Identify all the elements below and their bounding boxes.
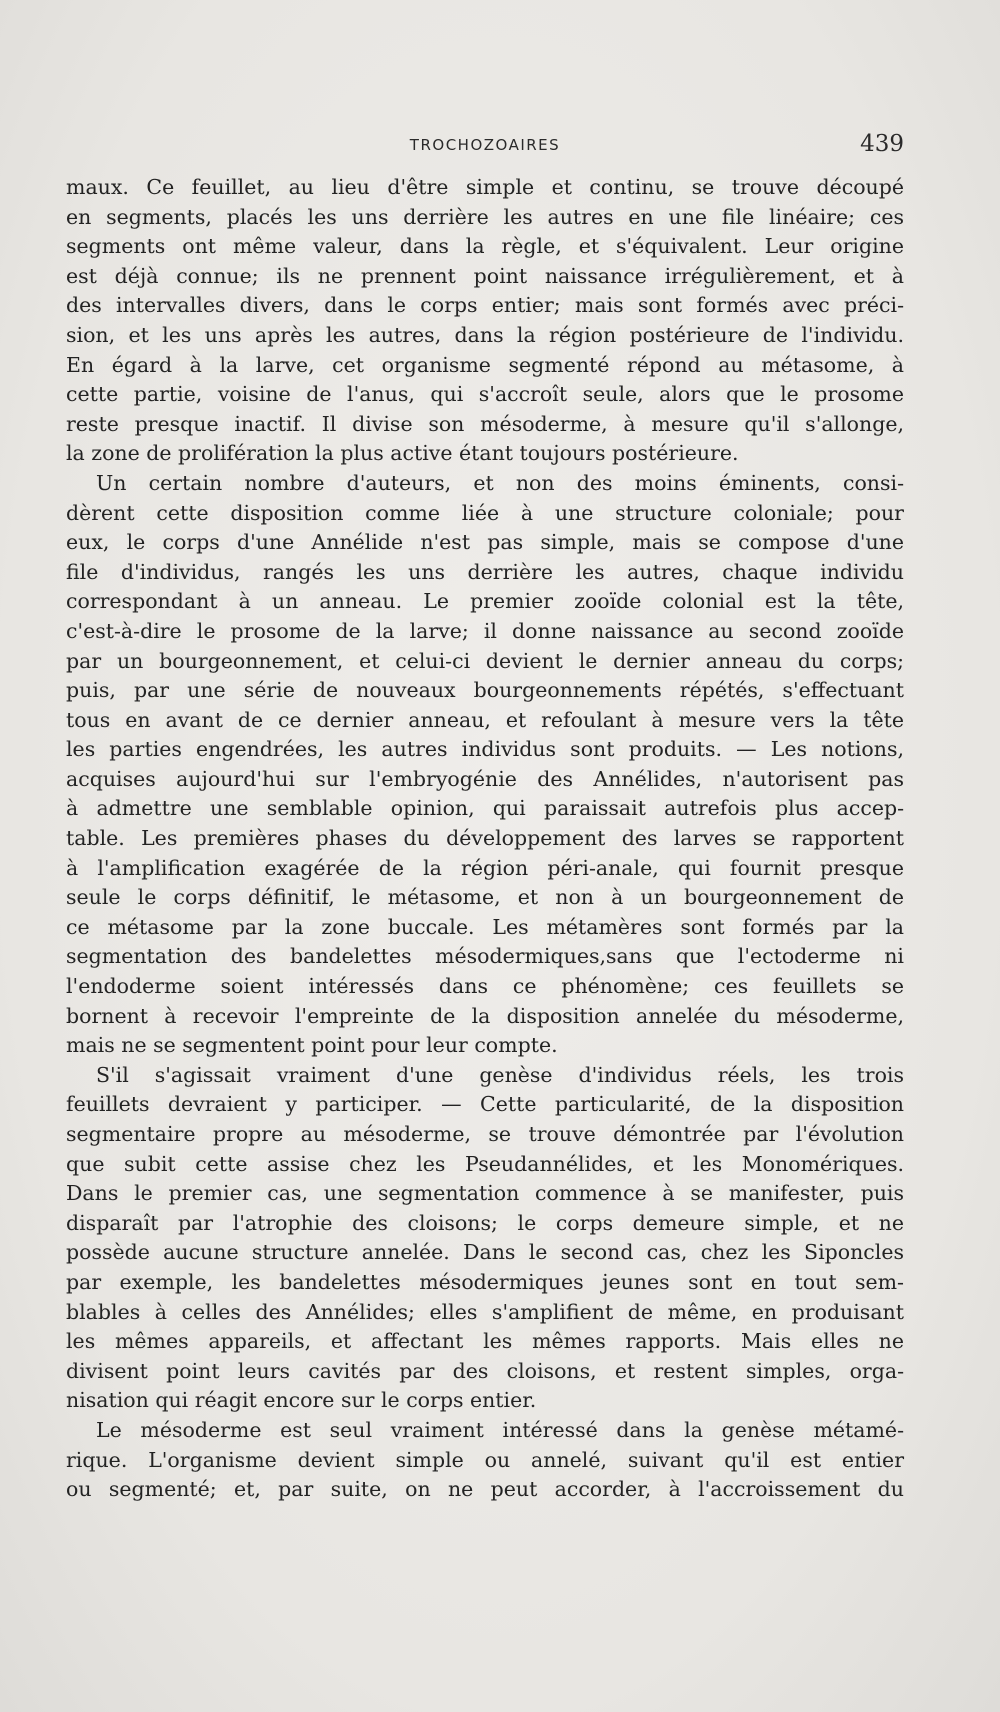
text-line: Le mésoderme est seul vraiment intéressé dans la genèse métamé-	[96, 1417, 904, 1442]
text-line: Un certain nombre d'auteurs, et non des moins éminents, consi-	[96, 470, 904, 495]
text-line: blables à celles des Annélides; elles s'amplifient de même, en produisant	[66, 1299, 904, 1324]
text-line: sion, et les uns après les autres, dans la région postérieure de l'individu.	[66, 322, 904, 347]
text-line: c'est-à-dire le prosome de la larve; il donne naissance au second zooïde	[66, 618, 904, 643]
text-line: à admettre une semblable opinion, qui paraissait autrefois plus accep-	[66, 796, 904, 821]
text-line: nisation qui réagit encore sur le corps entier.	[66, 1388, 537, 1413]
text-line: divisent point leurs cavités par des cloisons, et restent simples, orga-	[66, 1358, 904, 1383]
text-line: Dans le premier cas, une segmentation commence à se manifester, puis	[66, 1181, 904, 1206]
text-line: rique. L'organisme devient simple ou annelé, suivant qu'il est entier	[66, 1447, 904, 1472]
text-line: correspondant à un anneau. Le premier zooïde colonial est la tête,	[66, 589, 904, 614]
text-line: en segments, placés les uns derrière les autres en une file linéaire; ces	[66, 204, 904, 229]
text-line: segments ont même valeur, dans la règle, et s'équivalent. Leur origine	[66, 234, 904, 259]
text-line: acquises aujourd'hui sur l'embryogénie des Annélides, n'autorisent pas	[66, 766, 904, 791]
running-title: TROCHOZOAIRES	[409, 136, 561, 154]
text-line: mais ne se segmentent point pour leur compte.	[66, 1033, 558, 1058]
body-text	[66, 173, 904, 1505]
page-number: 439	[860, 131, 904, 157]
text-line: puis, par une série de nouveaux bourgeonnements répétés, s'effectuant	[66, 678, 904, 703]
text-line: segmentation des bandelettes mésodermiques,sans que l'ectoderme ni	[66, 944, 904, 969]
text-line: est déjà connue; ils ne prennent point naissance irrégulièrement, et à	[66, 263, 904, 288]
text-line: bornent à recevoir l'empreinte de la disposition annelée du mésoderme,	[66, 1003, 904, 1028]
text-line: par exemple, les bandelettes mésodermiques jeunes sont en tout sem-	[66, 1269, 904, 1294]
text-line: disparaît par l'atrophie des cloisons; le corps demeure simple, et ne	[66, 1210, 904, 1235]
text-line: possède aucune structure annelée. Dans le second cas, chez les Siponcles	[66, 1240, 904, 1265]
text-line: seule le corps définitif, le métasome, et non à un bourgeonnement de	[66, 885, 904, 910]
text-line: tous en avant de ce dernier anneau, et refoulant à mesure vers la tête	[66, 707, 904, 732]
text-line: maux. Ce feuillet, au lieu d'être simple et continu, se trouve découpé	[66, 175, 904, 199]
text-line: En égard à la larve, cet organisme segmenté répond au métasome, à	[66, 352, 904, 377]
text-line: table. Les premières phases du développement des larves se rapportent	[66, 826, 904, 851]
text-line: ce métasome par la zone buccale. Les métamères sont formés par la	[66, 914, 904, 939]
text-line: les parties engendrées, les autres individus sont produits. — Les notions,	[66, 737, 904, 762]
running-head	[66, 131, 904, 161]
text-line: des intervalles divers, dans le corps entier; mais sont formés avec préci-	[66, 293, 904, 318]
text-line: par un bourgeonnement, et celui-ci devient le dernier anneau du corps;	[66, 648, 904, 673]
text-line: l'endoderme soient intéressés dans ce phénomène; ces feuillets se	[66, 974, 904, 999]
text-line: cette partie, voisine de l'anus, qui s'accroît seule, alors que le prosome	[66, 382, 904, 407]
text-line: file d'individus, rangés les uns derrière les autres, chaque individu	[66, 559, 904, 584]
text-line: feuillets devraient y participer. — Cette particularité, de la disposition	[66, 1092, 904, 1117]
text-line: la zone de prolifération la plus active étant toujours postérieure.	[66, 441, 739, 466]
text-line: que subit cette assise chez les Pseudannélides, et les Monomériques.	[66, 1151, 904, 1176]
text-line: les mêmes appareils, et affectant les mêmes rapports. Mais elles ne	[66, 1329, 904, 1354]
text-line: dèrent cette disposition comme liée à une structure coloniale; pour	[66, 500, 904, 525]
text-line: eux, le corps d'une Annélide n'est pas simple, mais se compose d'une	[66, 530, 904, 555]
text-line: ou segmenté; et, par suite, on ne peut accorder, à l'accroissement du	[66, 1477, 904, 1502]
text-line: S'il s'agissait vraiment d'une genèse d'individus réels, les trois	[96, 1062, 904, 1087]
text-line: segmentaire propre au mésoderme, se trouve démontrée par l'évolution	[66, 1122, 904, 1146]
text-line: à l'amplification exagérée de la région péri-anale, qui fournit presque	[66, 855, 904, 880]
text-line: reste presque inactif. Il divise son mésoderme, à mesure qu'il s'allonge,	[66, 411, 904, 436]
